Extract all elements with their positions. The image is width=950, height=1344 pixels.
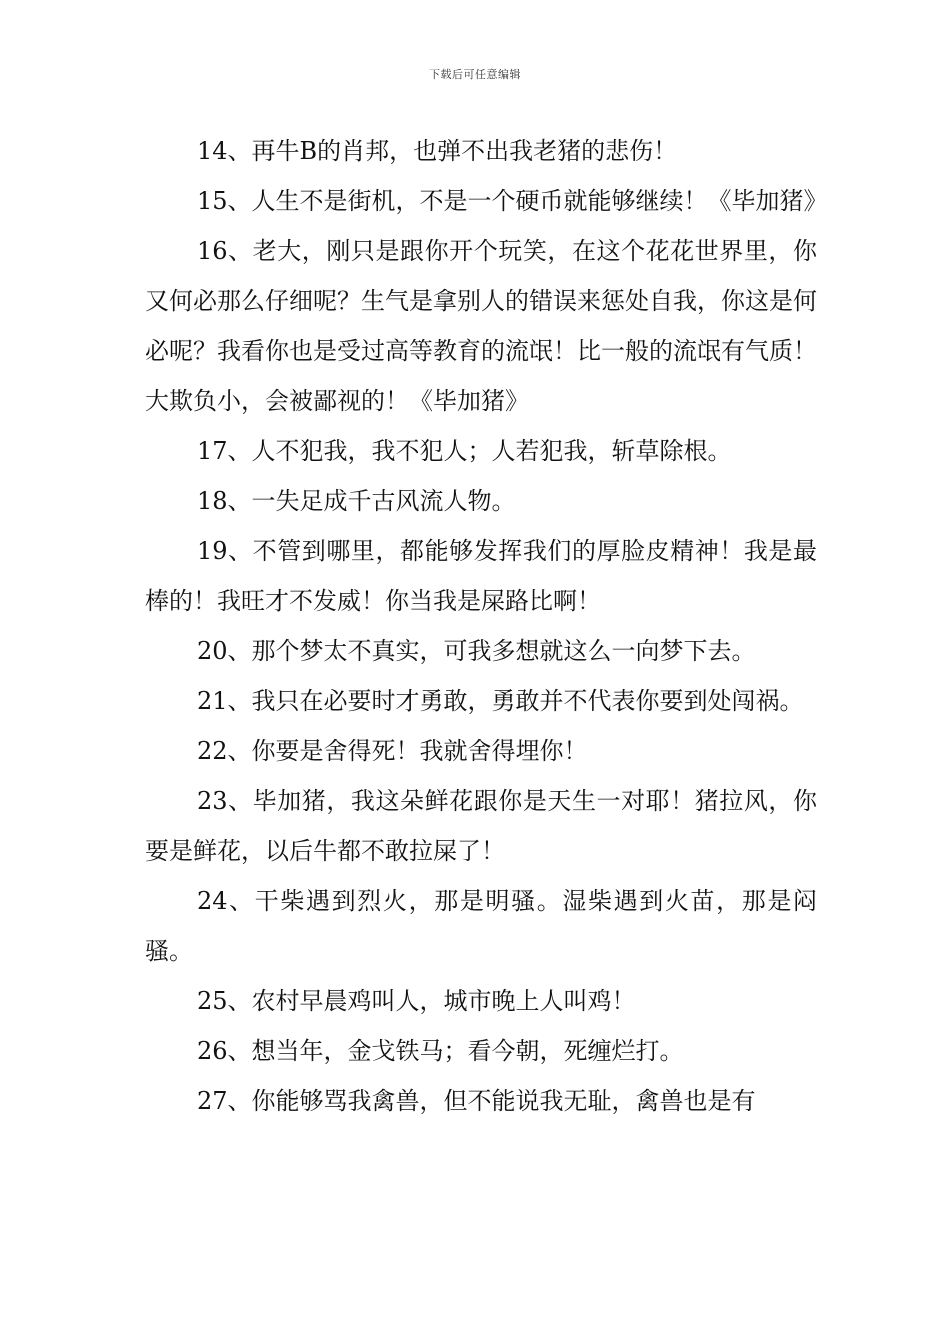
quote-paragraph: 19、不管到哪里，都能够发挥我们的厚脸皮精神！我是最棒的！我旺才不发威！你当我是屎路比啊！ bbox=[145, 537, 817, 615]
quote-paragraph: 21、我只在必要时才勇敢，勇敢并不代表你要到处闯祸。 bbox=[197, 687, 804, 715]
quote-paragraph: 23、毕加猪，我这朵鲜花跟你是天生一对耶！猪拉风，你要是鲜花，以后牛都不敢拉屎了！ bbox=[145, 787, 817, 865]
quote-paragraph: 24、干柴遇到烈火，那是明骚。湿柴遇到火苗，那是闷骚。 bbox=[145, 887, 817, 965]
quote-paragraph: 20、那个梦太不真实，可我多想就这么一向梦下去。 bbox=[197, 637, 756, 665]
quote-paragraph: 16、老大，刚只是跟你开个玩笑，在这个花花世界里，你又何必那么仔细呢？生气是拿别人的错误来惩处自我，你这是何必呢？我看你也是受过高等教育的流氓！比一般的流氓有气质！大欺负小，会被鄙视的！《毕加猪》 bbox=[145, 237, 817, 415]
quote-paragraph: 18、一失足成千古风流人物。 bbox=[197, 487, 516, 515]
page-header: 下载后可任意编辑 bbox=[429, 68, 521, 81]
quote-paragraph: 15、人生不是街机，不是一个硬币就能够继续！《毕加猪》 bbox=[197, 187, 828, 215]
quote-paragraph: 17、人不犯我，我不犯人；人若犯我，斩草除根。 bbox=[197, 437, 732, 465]
quote-paragraph: 22、你要是舍得死！我就舍得埋你！ bbox=[197, 737, 588, 765]
document-body bbox=[145, 126, 828, 1126]
quote-paragraph: 25、农村早晨鸡叫人，城市晚上人叫鸡！ bbox=[197, 987, 636, 1015]
quote-paragraph: 27、你能够骂我禽兽，但不能说我无耻，禽兽也是有 bbox=[197, 1087, 756, 1115]
quote-paragraph: 26、想当年，金戈铁马；看今朝，死缠烂打。 bbox=[197, 1037, 684, 1065]
quote-paragraph: 14、再牛B的肖邦，也弹不出我老猪的悲伤！ bbox=[197, 137, 678, 165]
